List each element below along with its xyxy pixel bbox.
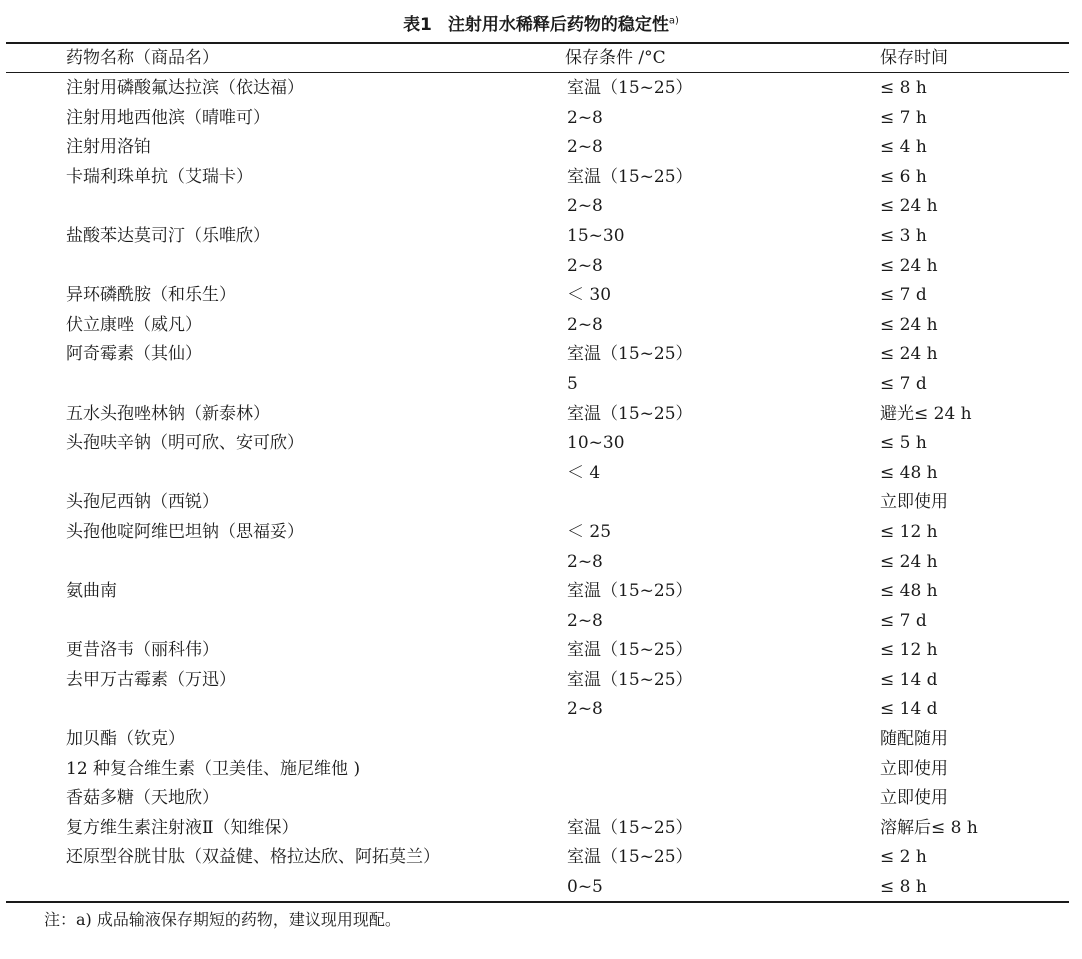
cell-storage-time: ≤ 8 h	[880, 877, 927, 898]
table-row	[0, 548, 1082, 578]
table-body	[0, 74, 1082, 903]
cell-storage-time: 立即使用	[880, 492, 948, 513]
cell-drug-name: 五水头孢唑林钠（新泰林）	[66, 403, 270, 424]
cell-storage-time: 溶解后≤ 8 h	[880, 817, 978, 838]
cell-drug-name: 卡瑞利珠单抗（艾瑞卡）	[66, 166, 253, 187]
cell-storage-time: 立即使用	[880, 758, 948, 779]
cell-storage-condition: 室温（15~25）	[567, 669, 693, 690]
cell-storage-condition: 室温（15~25）	[567, 640, 693, 661]
table-row	[0, 429, 1082, 459]
cell-storage-condition: 15~30	[567, 225, 625, 246]
table-row	[0, 459, 1082, 489]
header-drug-name: 药物名称（商品名）	[66, 48, 219, 68]
table-row	[0, 222, 1082, 252]
table-row	[0, 843, 1082, 873]
table-row	[0, 281, 1082, 311]
table-row	[0, 163, 1082, 193]
table-row	[0, 577, 1082, 607]
table-row	[0, 488, 1082, 518]
table-row	[0, 666, 1082, 696]
cell-drug-name: 头孢呋辛钠（明可欣、安可欣）	[66, 433, 304, 454]
cell-storage-condition: ＜ 25	[567, 521, 612, 542]
cell-drug-name: 头孢他啶阿维巴坦钠（思福妥）	[66, 521, 304, 542]
cell-storage-time: ≤ 24 h	[880, 255, 938, 276]
cell-storage-time: ≤ 7 d	[880, 285, 927, 306]
cell-storage-condition: 2~8	[567, 137, 603, 158]
cell-storage-time: 避光≤ 24 h	[880, 403, 972, 424]
cell-storage-time: ≤ 8 h	[880, 78, 927, 98]
cell-storage-condition: 2~8	[567, 610, 603, 631]
cell-storage-time: ≤ 12 h	[880, 521, 938, 542]
table-row	[0, 636, 1082, 666]
cell-storage-time: ≤ 7 d	[880, 610, 927, 631]
cell-storage-time: ≤ 48 h	[880, 462, 938, 483]
table-row	[0, 192, 1082, 222]
cell-drug-name: 注射用地西他滨（晴唯可）	[66, 107, 270, 128]
cell-storage-time: ≤ 7 h	[880, 107, 927, 128]
cell-storage-condition: ＜ 4	[567, 462, 601, 483]
cell-drug-name: 注射用洛铂	[66, 137, 151, 158]
table-title	[0, 12, 1082, 38]
cell-storage-time: ≤ 7 d	[880, 373, 927, 394]
cell-storage-condition: 2~8	[567, 107, 603, 128]
title-footnote-marker: a)	[668, 15, 679, 27]
cell-drug-name: 去甲万古霉素（万迅）	[66, 669, 236, 690]
cell-storage-time: ≤ 4 h	[880, 137, 927, 158]
cell-storage-time: ≤ 5 h	[880, 433, 927, 454]
cell-storage-condition: 2~8	[567, 196, 603, 217]
cell-storage-condition: 室温（15~25）	[567, 581, 693, 602]
cell-storage-condition: 室温（15~25）	[567, 166, 693, 187]
cell-storage-time: ≤ 24 h	[880, 314, 938, 335]
table-row	[0, 518, 1082, 548]
cell-storage-condition: 2~8	[567, 551, 603, 572]
cell-storage-time: ≤ 12 h	[880, 640, 938, 661]
cell-storage-condition: 室温（15~25）	[567, 344, 693, 365]
cell-drug-name: 阿奇霉素（其仙）	[66, 344, 202, 365]
cell-drug-name: 12 种复合维生素（卫美佳、施尼维他 )	[66, 758, 361, 779]
cell-drug-name: 香菇多糖（天地欣）	[66, 788, 219, 809]
cell-storage-time: ≤ 24 h	[880, 551, 938, 572]
cell-storage-condition: 0~5	[567, 877, 603, 898]
table-row	[0, 370, 1082, 400]
cell-drug-name: 异环磷酰胺（和乐生）	[66, 285, 236, 306]
cell-drug-name: 复方维生素注射液Ⅱ（知维保）	[66, 817, 299, 838]
table-row	[0, 695, 1082, 725]
table-row	[0, 725, 1082, 755]
cell-drug-name: 注射用磷酸氟达拉滨（依达福）	[66, 78, 304, 98]
table-header	[0, 44, 1082, 72]
header-storage-condition: 保存条件 /°C	[565, 48, 666, 68]
cell-storage-time: ≤ 14 d	[880, 669, 938, 690]
table-row	[0, 814, 1082, 844]
cell-storage-condition: 10~30	[567, 433, 625, 454]
table-note: 注：a) 成品输液保存期短的药物，建议现用现配。	[44, 910, 401, 929]
cell-storage-time: ≤ 6 h	[880, 166, 927, 187]
table-row	[0, 311, 1082, 341]
cell-drug-name: 更昔洛韦（丽科伟）	[66, 640, 219, 661]
table-row	[0, 784, 1082, 814]
cell-storage-time: 立即使用	[880, 788, 948, 809]
table-row	[0, 340, 1082, 370]
table-row	[0, 133, 1082, 163]
table-row	[0, 74, 1082, 104]
table-row	[0, 104, 1082, 134]
cell-storage-time: ≤ 14 d	[880, 699, 938, 720]
cell-storage-condition: 2~8	[567, 699, 603, 720]
cell-drug-name: 还原型谷胱甘肽（双益健、格拉达欣、阿拓莫兰）	[66, 847, 440, 868]
cell-storage-time: ≤ 24 h	[880, 344, 938, 365]
table-row	[0, 755, 1082, 785]
cell-storage-time: ≤ 3 h	[880, 225, 927, 246]
cell-storage-time: ≤ 2 h	[880, 847, 927, 868]
cell-drug-name: 加贝酯（钦克）	[66, 729, 185, 750]
cell-drug-name: 盐酸苯达莫司汀（乐唯欣）	[66, 225, 270, 246]
bottom-rule	[6, 901, 1069, 903]
table-row	[0, 607, 1082, 637]
table-number: 表1	[403, 15, 432, 35]
cell-storage-time: ≤ 48 h	[880, 581, 938, 602]
table-row	[0, 252, 1082, 282]
cell-storage-time: 随配随用	[880, 729, 948, 750]
cell-storage-condition: 2~8	[567, 314, 603, 335]
table-title-text: 注射用水稀释后药物的稳定性	[447, 15, 669, 35]
cell-storage-condition: 室温（15~25）	[567, 847, 693, 868]
cell-drug-name: 头孢尼西钠（西锐）	[66, 492, 219, 513]
cell-storage-condition: 2~8	[567, 255, 603, 276]
header-storage-time: 保存时间	[880, 48, 948, 68]
cell-drug-name: 氨曲南	[66, 581, 117, 602]
table-row	[0, 400, 1082, 430]
cell-storage-condition: 5	[567, 373, 578, 394]
cell-storage-condition: 室温（15~25）	[567, 817, 693, 838]
cell-drug-name: 伏立康唑（威凡）	[66, 314, 202, 335]
header-rule	[6, 72, 1069, 73]
cell-storage-time: ≤ 24 h	[880, 196, 938, 217]
cell-storage-condition: ＜ 30	[567, 285, 612, 306]
table-row	[0, 873, 1082, 903]
cell-storage-condition: 室温（15~25）	[567, 78, 693, 98]
cell-storage-condition: 室温（15~25）	[567, 403, 693, 424]
